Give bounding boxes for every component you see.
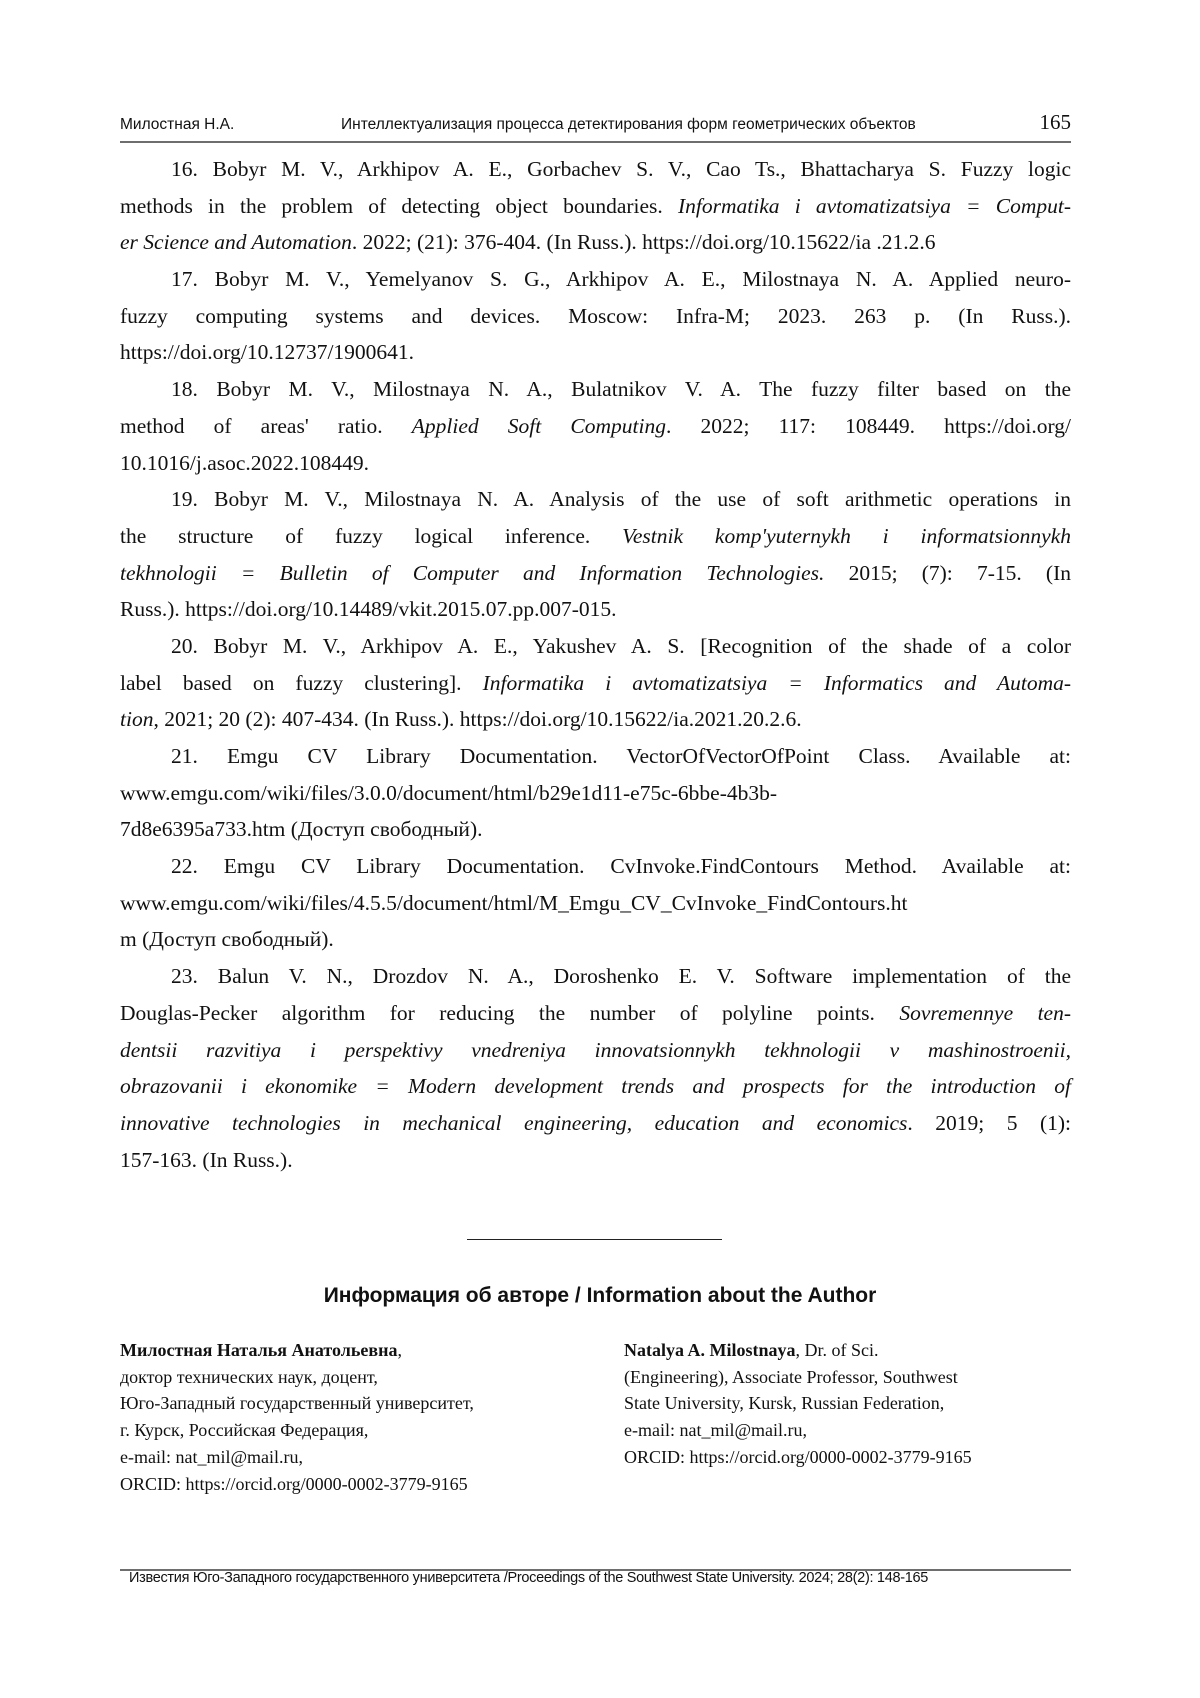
reference-text: m (Доступ свободный). — [120, 927, 334, 951]
reference-text: Douglas-Pecker algorithm for reducing the number of polyline points. — [120, 1001, 899, 1025]
reference-line — [120, 298, 1071, 335]
reference-source-italic: Vestnik komp'yuternykh i informatsionnykh — [622, 524, 1071, 548]
reference-text: 22. Emgu CV Library Documentation. CvInvoke.FindContours Method. Available at: — [171, 854, 1071, 878]
reference-line — [120, 665, 1071, 702]
reference-item — [120, 958, 1071, 1178]
reference-text: . 2019; 5 (1): — [907, 1111, 1071, 1135]
reference-item — [120, 151, 1071, 261]
reference-text: label based on fuzzy clustering]. — [120, 671, 483, 695]
reference-source-italic: Informatika i avtomatizatsiya = Comput- — [678, 194, 1071, 218]
reference-line — [120, 334, 1071, 371]
reference-text: 23. Balun V. N., Drozdov N. A., Doroshenko E. V. Software implementation of the — [171, 964, 1071, 988]
reference-text: 7d8e6395a733.htm (Доступ свободный). — [120, 817, 482, 841]
page-number: 165 — [1040, 110, 1072, 135]
reference-item — [120, 481, 1071, 628]
author-name-suffix-ru: , — [397, 1340, 402, 1360]
author-info-line: г. Курск, Российская Федерация, — [120, 1417, 474, 1444]
reference-line — [120, 628, 1071, 665]
footer-citation: Известия Юго-Западного государственного университета /Proceedings of the Southwest State University. 2024; 28(2): 148-165 — [129, 1570, 1060, 1586]
author-info-en — [624, 1337, 972, 1471]
reference-text: Russ.). https://doi.org/10.14489/vkit.2015.07.pp.007-015. — [120, 597, 617, 621]
reference-item — [120, 628, 1071, 738]
reference-line — [120, 1068, 1071, 1105]
reference-line — [120, 518, 1071, 555]
running-header — [120, 112, 1071, 138]
reference-source-italic: Informatika i avtomatizatsiya = Informatics and Automa- — [483, 671, 1071, 695]
reference-text: 16. Bobyr M. V., Arkhipov A. E., Gorbachev S. V., Cao Ts., Bhattacharya S. Fuzzy logic — [171, 157, 1071, 181]
reference-line — [120, 591, 1071, 628]
reference-line — [120, 188, 1071, 225]
reference-text: . 2022; 117: 108449. https://doi.org/ — [666, 414, 1071, 438]
reference-text: www.emgu.com/wiki/files/4.5.5/document/html/M_Emgu_CV_CvInvoke_FindContours.ht — [120, 891, 908, 915]
reference-text: 19. Bobyr M. V., Milostnaya N. A. Analysis of the use of soft arithmetic operations in — [171, 487, 1071, 511]
reference-text: 2015; (7): 7-15. (In — [824, 561, 1071, 585]
reference-line — [120, 848, 1071, 885]
reference-line — [120, 811, 1071, 848]
author-info-line: e-mail: nat_mil@mail.ru, — [120, 1444, 474, 1471]
author-info-line: Юго-Западный государственный университет, — [120, 1390, 474, 1417]
reference-item — [120, 261, 1071, 371]
reference-source-italic: er Science and Automation — [120, 230, 352, 254]
reference-source-italic: obrazovanii i ekonomike = Modern development trends and prospects for the introduction of — [120, 1074, 1071, 1098]
author-info-line: ORCID: https://orcid.org/0000-0002-3779-9165 — [624, 1444, 972, 1471]
reference-line — [120, 885, 1071, 922]
reference-item — [120, 738, 1071, 848]
header-title: Интеллектуализация процесса детектирования форм геометрических объектов — [341, 116, 916, 134]
reference-source-italic: Sovremennye ten- — [899, 1001, 1071, 1025]
reference-line — [120, 1032, 1071, 1069]
author-info-heading: Информация об авторе / Information about the Author — [0, 1284, 1200, 1308]
header-author: Милостная Н.А. — [120, 116, 234, 134]
author-info-line: (Engineering), Associate Professor, Southwest — [624, 1364, 972, 1391]
author-info-line: доктор технических наук, доцент, — [120, 1364, 474, 1391]
reference-line — [120, 1105, 1071, 1142]
reference-text: , 2021; 20 (2): 407-434. (In Russ.). https://doi.org/10.15622/ia.2021.20.2.6. — [153, 707, 801, 731]
author-name-suffix-en: , Dr. of Sci. — [796, 1340, 879, 1360]
author-info-ru — [120, 1337, 474, 1497]
reference-line — [120, 481, 1071, 518]
reference-text: www.emgu.com/wiki/files/3.0.0/document/html/b29e1d11-e75c-6bbe-4b3b- — [120, 781, 777, 805]
reference-line — [120, 151, 1071, 188]
reference-text: 10.1016/j.asoc.2022.108449. — [120, 451, 369, 475]
author-info-line: ORCID: https://orcid.org/0000-0002-3779-9165 — [120, 1471, 474, 1498]
reference-text: 17. Bobyr M. V., Yemelyanov S. G., Arkhipov A. E., Milostnaya N. A. Applied neuro- — [171, 267, 1071, 291]
reference-text: the structure of fuzzy logical inference. — [120, 524, 622, 548]
reference-item — [120, 371, 1071, 481]
reference-item — [120, 848, 1071, 958]
reference-line — [120, 408, 1071, 445]
reference-text: . 2022; (21): 376-404. (In Russ.). https://doi.org/10.15622/ia .21.2.6 — [352, 230, 936, 254]
reference-line — [120, 738, 1071, 775]
reference-text: https://doi.org/10.12737/1900641. — [120, 340, 414, 364]
reference-source-italic: tekhnologii = Bulletin of Computer and Information Technologies. — [120, 561, 824, 585]
reference-source-italic: Applied Soft Computing — [412, 414, 666, 438]
reference-line — [120, 921, 1071, 958]
reference-line — [120, 995, 1071, 1032]
author-info-line: e-mail: nat_mil@mail.ru, — [624, 1417, 972, 1444]
reference-list — [120, 151, 1071, 1178]
author-name-en: Natalya A. Milostnaya — [624, 1340, 796, 1360]
reference-text: 157-163. (In Russ.). — [120, 1148, 293, 1172]
reference-text: 18. Bobyr M. V., Milostnaya N. A., Bulatnikov V. A. The fuzzy filter based on the — [171, 377, 1071, 401]
author-info-line: State University, Kursk, Russian Federation, — [624, 1390, 972, 1417]
reference-text: method of areas' ratio. — [120, 414, 412, 438]
reference-source-italic: innovative technologies in mechanical engineering, education and economics — [120, 1111, 907, 1135]
reference-line — [120, 445, 1071, 482]
section-separator — [467, 1239, 722, 1240]
reference-line — [120, 555, 1071, 592]
reference-line — [120, 224, 1071, 261]
reference-source-italic: dentsii razvitiya i perspektivy vnedreniya innovatsionnykh tekhnologii v mashinostroenii, — [120, 1038, 1071, 1062]
reference-line — [120, 371, 1071, 408]
reference-line — [120, 775, 1071, 812]
reference-text: 21. Emgu CV Library Documentation. VectorOfVectorOfPoint Class. Available at: — [171, 744, 1071, 768]
reference-text: 20. Bobyr M. V., Arkhipov A. E., Yakushev A. S. [Recognition of the shade of a color — [171, 634, 1071, 658]
reference-line — [120, 958, 1071, 995]
reference-line — [120, 261, 1071, 298]
header-rule — [120, 141, 1071, 143]
reference-line — [120, 1142, 1071, 1179]
author-name-ru: Милостная Наталья Анатольевна — [120, 1340, 397, 1360]
reference-text: methods in the problem of detecting object boundaries. — [120, 194, 678, 218]
reference-text: fuzzy computing systems and devices. Moscow: Infra-M; 2023. 263 p. (In Russ.). — [120, 304, 1071, 328]
reference-line — [120, 701, 1071, 738]
reference-source-italic: tion — [120, 707, 153, 731]
